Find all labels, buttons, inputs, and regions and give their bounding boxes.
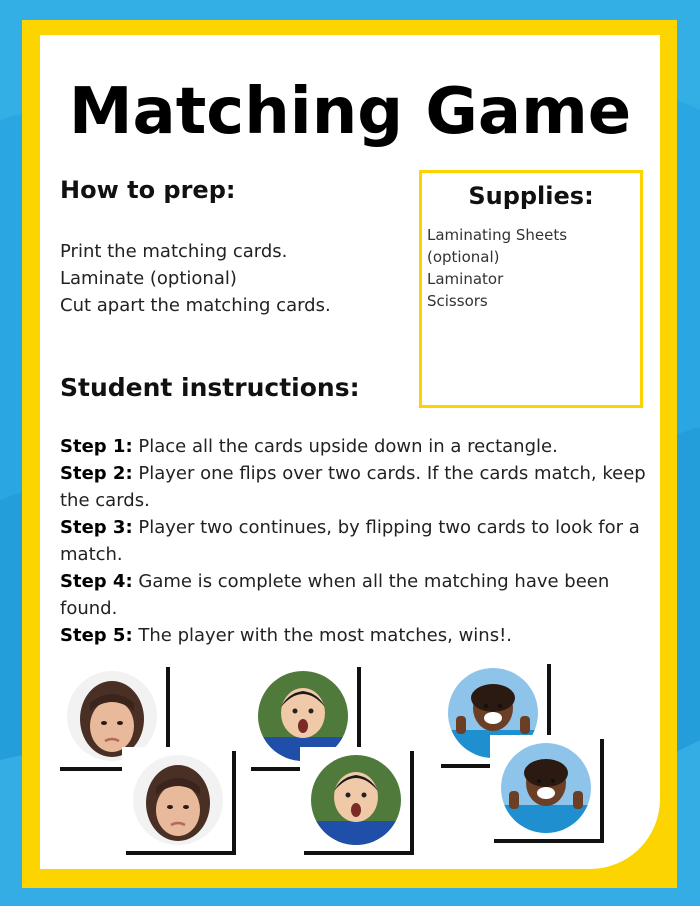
supplies-box	[419, 170, 643, 408]
supplies-item: Laminating Sheets	[427, 226, 568, 244]
supplies-item: Scissors	[427, 292, 488, 310]
prep-item: Print the matching cards.	[60, 241, 288, 262]
step-item	[60, 568, 660, 622]
step-item	[60, 433, 660, 460]
cheering-boy-photo	[501, 743, 591, 833]
supplies-heading: Supplies:	[468, 182, 594, 210]
supplies-item: Laminator	[427, 270, 504, 288]
student-instructions-heading: Student instructions:	[60, 373, 360, 402]
step-item	[60, 514, 660, 568]
prep-list	[60, 238, 331, 319]
matching-card-grumpy-girl	[122, 747, 232, 851]
step-item	[60, 460, 660, 514]
step-text: The player with the most matches, wins!.	[132, 625, 513, 646]
matching-card-surprised-boy	[300, 747, 410, 851]
step-label: Step 3:	[60, 517, 133, 538]
step-text: Place all the cards upside down in a rectangle.	[132, 436, 558, 457]
supplies-item: (optional)	[427, 248, 500, 266]
supplies-list	[427, 224, 567, 312]
step-label: Step 2:	[60, 463, 133, 484]
prep-item: Cut apart the matching cards.	[60, 295, 331, 316]
prep-heading: How to prep:	[60, 176, 236, 204]
page-title: Matching Game	[68, 75, 632, 149]
step-label: Step 1:	[60, 436, 133, 457]
grumpy-girl-photo	[133, 755, 223, 845]
matching-card-cheering-boy	[490, 735, 600, 839]
step-label: Step 4:	[60, 571, 133, 592]
step-text: Player two continues, by flipping two cards to look for a match.	[60, 517, 640, 565]
step-item	[60, 622, 660, 649]
step-text: Player one flips over two cards. If the cards match, keep the cards.	[60, 463, 646, 511]
step-label: Step 5:	[60, 625, 133, 646]
step-text: Game is complete when all the matching have been found.	[60, 571, 610, 619]
surprised-boy-photo	[311, 755, 401, 845]
content-panel	[40, 35, 660, 869]
prep-item: Laminate (optional)	[60, 268, 237, 289]
steps-list	[60, 433, 660, 649]
